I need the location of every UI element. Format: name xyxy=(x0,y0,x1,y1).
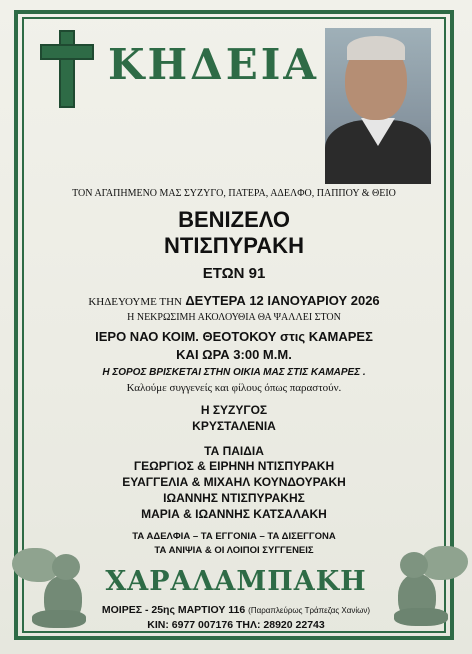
spouse-heading: Η ΣΥΖΥΓΟΣ xyxy=(200,403,268,417)
child-entry: ΙΩΑΝΝΗΣ ΝΤΙΣΠΥΡΑΚΗΣ xyxy=(163,491,305,505)
funeral-date-line xyxy=(22,293,446,308)
children-heading: ΤΑ ΠΑΙΔΙΑ xyxy=(204,444,264,458)
deceased-age: ΕΤΩΝ 91 xyxy=(202,265,266,282)
funeral-home-phones: ΚΙΝ: 6977 007176 ΤΗΛ: 28920 22743 xyxy=(147,619,325,631)
invitation-line: Καλούμε συγγενείς και φίλους όπως παραστούν. xyxy=(126,382,342,394)
child-entry: ΜΑΡΙΑ & ΙΩΑΝΝΗΣ ΚΑΤΣΑΛΑΚΗ xyxy=(141,507,327,521)
church-name: ΙΕΡΟ ΝΑΟ ΚΟΙΜ. ΘΕΟΤΟΚΟΥ στις ΚΑΜΑΡΕΣ xyxy=(95,329,373,344)
child-entry: ΕΥΑΓΓΕΛΙΑ & ΜΙΧΑΗΛ ΚΟΥΝΔΟΥΡΑΚΗ xyxy=(122,475,346,489)
relatives-line-1: ΤΑ ΑΔΕΛΦΙΑ – ΤΑ ΕΓΓΟΝΙΑ – ΤΑ ΔΙΣΕΓΓΟΝΑ xyxy=(132,531,336,542)
address-text: ΜΟΙΡΕΣ - 25ης ΜΑΡΤΙΟΥ 116 xyxy=(101,604,246,616)
funeral-home-address xyxy=(60,604,412,616)
deceased-photo xyxy=(325,28,431,184)
spouse-name: ΚΡΥΣΤΑΛΕΝΙΑ xyxy=(192,419,276,433)
cross-icon xyxy=(40,30,94,108)
relation-line: ΤΟΝ ΑΓΑΠΗΜΕΝΟ ΜΑΣ ΣΥΖΥΓΟ, ΠΑΤΕΡΑ, ΑΔΕΛΦΟ, ΠΑΠΠΟΥ & ΘΕΙΟ xyxy=(72,188,396,199)
notice-title: ΚΗΔΕΙΑ xyxy=(108,40,320,89)
service-time: ΚΑΙ ΩΡΑ 3:00 Μ.Μ. xyxy=(176,347,292,362)
funeral-date: ΔΕΥΤΕΡΑ 12 ΙΑΝΟΥΑΡΙΟΥ 2026 xyxy=(185,293,380,308)
address-note: (Παραπλεύρως Τράπεζας Χανίων) xyxy=(248,606,371,615)
funeral-date-prefix: ΚΗΔΕΥΟΥΜΕ ΤΗΝ xyxy=(88,296,182,308)
funeral-home-name: ΧΑΡΑΛΑΜΠΑΚΗ xyxy=(105,566,367,597)
deceased-first-name: ΒΕΝΙΖΕΛΟ xyxy=(178,207,290,232)
deceased-last-name: ΝΤΙΣΠΥΡΑΚΗ xyxy=(164,233,304,258)
body-location: Η ΣΟΡΟΣ ΒΡΙΣΚΕΤΑΙ ΣΤΗΝ ΟΙΚΙΑ ΜΑΣ ΣΤΙΣ ΚΑΜΑΡΕΣ . xyxy=(102,367,366,378)
relatives-line-2: ΤΑ ΑΝΙΨΙΑ & ΟΙ ΛΟΙΠΟΙ ΣΥΓΓΕΝΕΙΣ xyxy=(154,545,314,556)
service-line: Η ΝΕΚΡΩΣΙΜΗ ΑΚΟΛΟΥΘΙΑ ΘΑ ΨΑΛΛΕΙ ΣΤΟΝ xyxy=(127,312,341,323)
child-entry: ΓΕΩΡΓΙΟΣ & ΕΙΡΗΝΗ ΝΤΙΣΠΥΡΑΚΗ xyxy=(133,459,335,473)
